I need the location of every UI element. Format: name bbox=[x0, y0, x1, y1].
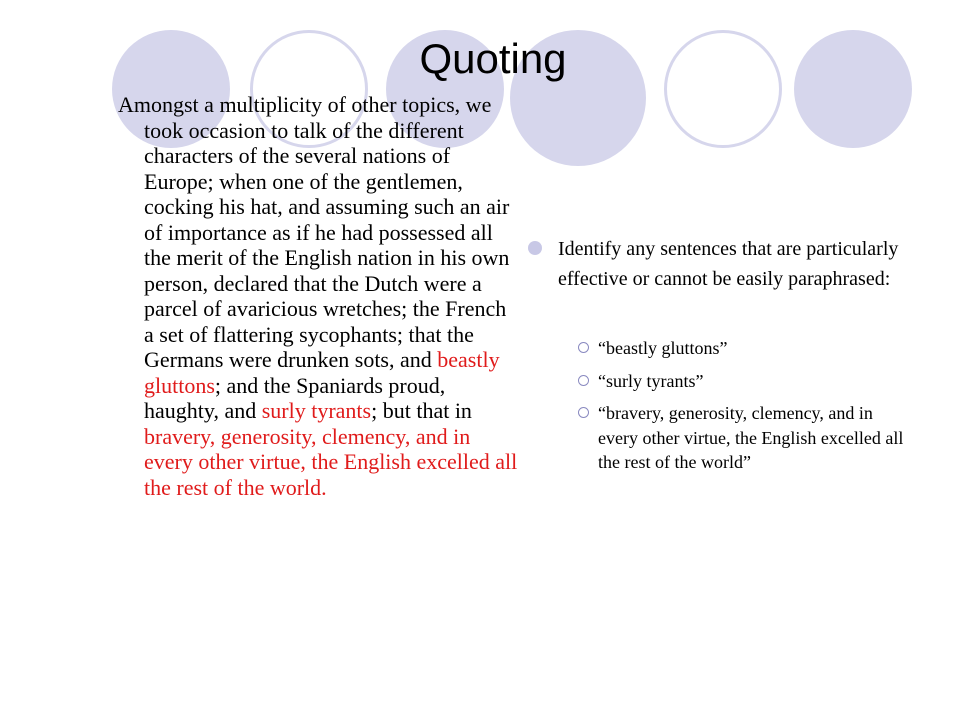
quote-highlight-bravery: bravery, generosity, clemency, and in every other virtue, the English excelled all the rest of the world. bbox=[144, 423, 518, 500]
ring-bullet-icon bbox=[578, 407, 589, 418]
sub-bullet-item bbox=[578, 401, 906, 475]
ring-bullet-icon bbox=[578, 375, 589, 386]
sub-bullet-text: “beastly gluttons” bbox=[598, 338, 728, 358]
instruction-list bbox=[526, 234, 906, 483]
quote-segment: ; but that in bbox=[371, 398, 472, 423]
sub-bullet-text: “bravery, generosity, clemency, and in every other virtue, the English excelled all the rest of the world” bbox=[598, 403, 904, 472]
sub-bullet-list bbox=[578, 336, 906, 475]
ring-bullet-icon bbox=[578, 342, 589, 353]
quote-highlight-surly-tyrants: surly tyrants bbox=[261, 398, 372, 423]
sub-bullet-item bbox=[578, 369, 906, 394]
sub-bullet-text: “surly tyrants” bbox=[598, 370, 704, 391]
quote-highlight-beastly-gluttons: beastly gluttons bbox=[144, 347, 500, 398]
slide-title: Quoting bbox=[419, 35, 567, 82]
bullet-dot-icon bbox=[528, 241, 542, 255]
main-bullet bbox=[526, 234, 906, 294]
quote-passage bbox=[118, 92, 519, 500]
main-bullet-text: Identify any sentences that are particularly effective or cannot be easily paraphrased: bbox=[558, 238, 899, 290]
sub-bullet-item bbox=[578, 336, 906, 361]
quote-segment: ; and the Spaniards proud, haughty, and bbox=[144, 372, 446, 423]
quote-segment: Amongst a multiplicity of other topics, we took occasion to talk of the different characters of the several nations of Europe; when one of the gentlemen, cocking his hat, and assuming such an air of importance as if he had possessed all the merit of the English nation in his own person, declared that the Dutch were a parcel of avaricious wretches; the French a set of flattering sycophants; that the Germans were drunken sots, and bbox=[118, 92, 510, 372]
